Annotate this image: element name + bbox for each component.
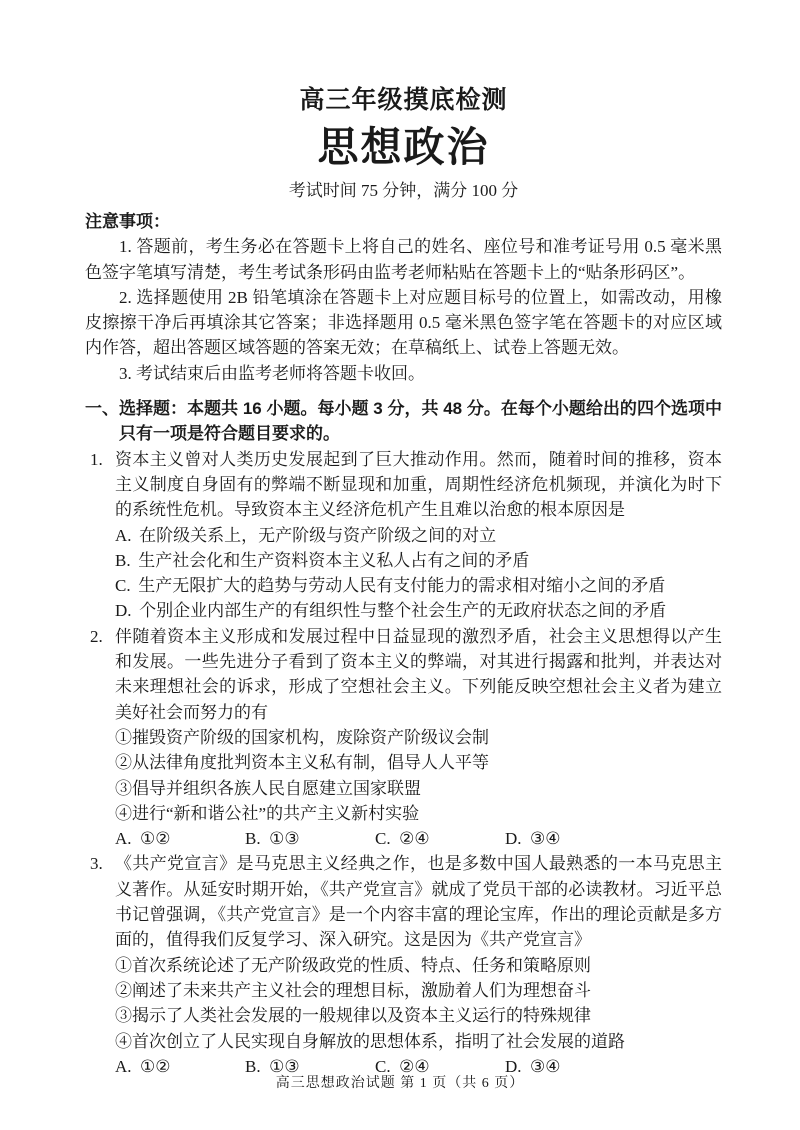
notice-item-3: 3. 考试结束后由监考老师将答题卡收回。 xyxy=(119,363,425,383)
option-label: B. xyxy=(115,550,131,570)
section-heading: 一、选择题：本题共 16 小题。每小题 3 分，共 48 分。在每个小题给出的四个选项中只有一项是符合题目要求的。 xyxy=(85,399,722,444)
question-1-stem: 资本主义曾对人类历史发展起到了巨大推动作用。然而，随着时间的推移，资本主义制度自身固有的弊端不断显现和加重，周期性经济危机频现，并演化为时下的系统性危机。导致资本主义经济危机产生且难以治愈的根本原因是 xyxy=(115,449,722,520)
choice-value: ①③ xyxy=(269,1056,300,1076)
subject-title: 思想政治 xyxy=(317,124,490,170)
choice-label: D. xyxy=(505,829,522,849)
page-content xyxy=(85,0,722,1079)
option-label: A. xyxy=(115,525,132,545)
question-3-subitem-3: ③揭示了人类社会发展的一般规律以及资本主义运行的特殊规律 xyxy=(115,1006,591,1026)
question-2-subitem-4: ④进行“新和谐公社”的共产主义新村实验 xyxy=(115,803,420,823)
question-3-number: 3. xyxy=(90,854,103,874)
choice-label: C. xyxy=(375,829,391,849)
choice-label: D. xyxy=(505,1056,522,1076)
option-text: 生产无限扩大的趋势与劳动人民有支付能力的需求相对缩小之间的矛盾 xyxy=(138,576,666,596)
question-2-stem: 伴随着资本主义形成和发展过程中日益显现的激烈矛盾，社会主义思想得以产生和发展。一些先进分子看到了资本主义的弊端，对其进行揭露和批判，并表达对未来理想社会的诉求，形成了空想社会主义。下列能反映空想社会主义者为建立美好社会而努力的有 xyxy=(115,626,722,722)
question-2-choice-a xyxy=(115,826,245,851)
choice-label: C. xyxy=(375,1056,391,1076)
question-3-subitem-4: ④首次创立了人民实现自身解放的思想体系，指明了社会发展的道路 xyxy=(115,1031,625,1051)
option-text: 个别企业内部生产的有组织性与整个社会生产的无政府状态之间的矛盾 xyxy=(139,601,667,621)
option-text: 生产社会化和生产资料资本主义私人占有之间的矛盾 xyxy=(138,550,530,570)
question-1-option-a xyxy=(115,523,722,548)
question-3-stem: 《共产党宣言》是马克思主义经典之作，也是多数中国人最熟悉的一本马克思主义著作。从延安时期开始，《共产党宣言》就成了党员干部的必读教材。习近平总书记曾强调，《共产党宣言》是一个内容丰富的理论宝库，作出的理论贡献是多方面的，值得我们反复学习、深入研究。这是因为《共产党宣言》 xyxy=(115,854,722,950)
question-3-subitem-2: ②阐述了未来共产主义社会的理想目标，激励着人们为理想奋斗 xyxy=(115,980,591,1000)
question-2-choice-c xyxy=(375,826,505,851)
question-2-number: 2. xyxy=(90,626,103,646)
question-1 xyxy=(85,447,722,624)
choice-label: A. xyxy=(115,1056,132,1076)
notice-item-2: 2. 选择题使用 2B 铅笔填涂在答题卡上对应题目标号的位置上，如需改动，用橡皮擦擦干净后再填涂其它答案；非选择题用 0.5 毫米黑色签字笔在答题卡的对应区域内作答，超出答题区域答题的答案无效；在草稿纸上、试卷上答题无效。 xyxy=(85,287,722,358)
choice-label: B. xyxy=(245,1056,261,1076)
question-1-option-d xyxy=(115,598,722,623)
notice-heading: 注意事项： xyxy=(85,212,170,231)
option-label: D. xyxy=(115,601,132,621)
question-1-option-b xyxy=(115,548,722,573)
choice-value: ①② xyxy=(140,829,171,849)
question-2-choice-d xyxy=(505,826,561,851)
question-2-subitem-1: ①摧毁资产阶级的国家机构，废除资产阶级议会制 xyxy=(115,727,489,747)
choice-value: ①② xyxy=(140,1056,171,1076)
question-2-subitem-2: ②从法律角度批判资本主义私有制，倡导人人平等 xyxy=(115,753,489,773)
question-3-subitem-1: ①首次系统论述了无产阶级政党的性质、特点、任务和策略原则 xyxy=(115,955,591,975)
choice-value: ③④ xyxy=(530,829,561,849)
option-text: 在阶级关系上，无产阶级与资产阶级之间的对立 xyxy=(139,525,497,545)
notice-item-1: 1. 答题前，考生务必在答题卡上将自己的姓名、座位号和准考证号用 0.5 毫米黑色签字笔填写清楚，考生考试条形码由监考老师粘贴在答题卡上的“贴条形码区”。 xyxy=(85,237,722,282)
page-footer: 高三思想政治试题 第 1 页（共 6 页） xyxy=(275,1076,525,1091)
choice-value: ①③ xyxy=(269,829,300,849)
question-2-choices-row xyxy=(115,826,722,851)
question-1-option-c xyxy=(115,573,722,598)
question-2 xyxy=(85,624,722,852)
question-3 xyxy=(85,851,722,1079)
exam-info: 考试时间 75 分钟，满分 100 分 xyxy=(288,181,519,200)
option-label: C. xyxy=(115,576,131,596)
choice-label: A. xyxy=(115,829,132,849)
choice-value: ②④ xyxy=(399,829,430,849)
choice-value: ②④ xyxy=(399,1056,430,1076)
page-title: 高三年级摸底检测 xyxy=(299,86,508,114)
question-2-subitem-3: ③倡导并组织各族人民自愿建立国家联盟 xyxy=(115,778,421,798)
choice-label: B. xyxy=(245,829,261,849)
question-1-number: 1. xyxy=(90,449,103,469)
question-2-choice-b xyxy=(245,826,375,851)
choice-value: ③④ xyxy=(530,1056,561,1076)
